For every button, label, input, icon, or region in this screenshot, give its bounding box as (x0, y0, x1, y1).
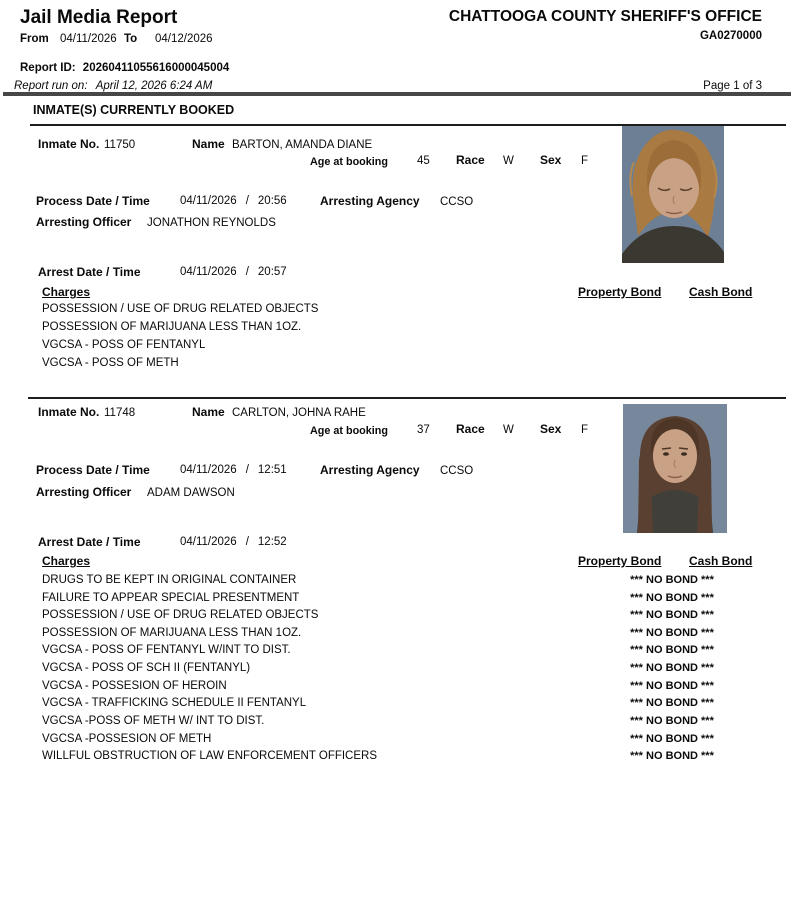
charge-text: FAILURE TO APPEAR SPECIAL PRESENTMENT (42, 592, 300, 604)
inmate-divider (28, 397, 786, 399)
process-datetime-value (180, 195, 287, 208)
process-date-value: 04/11/2026 (180, 464, 237, 476)
age-value: 37 (417, 424, 430, 436)
arresting-officer-value: JONATHON REYNOLDS (147, 217, 276, 229)
process-datetime-value (180, 464, 287, 477)
process-datetime-label: Process Date / Time (36, 463, 150, 477)
inmate-no-value: 11750 (104, 139, 136, 151)
arresting-agency-value: CCSO (440, 465, 474, 477)
charge-text: POSSESSION / USE OF DRUG RELATED OBJECTS (42, 609, 319, 621)
charge-bond-value: *** NO BOND *** (630, 750, 714, 762)
mugshot-photo (623, 404, 727, 533)
charge-bond-value: *** NO BOND *** (630, 662, 714, 674)
race-value: W (503, 155, 514, 167)
datetime-separator: / (245, 195, 249, 207)
charge-text: WILLFUL OBSTRUCTION OF LAW ENFORCEMENT OFFICERS (42, 750, 378, 762)
arresting-officer-value: ADAM DAWSON (147, 487, 235, 499)
cash-bond-header: Cash Bond (689, 554, 753, 568)
process-time-value: 12:51 (257, 464, 287, 476)
arresting-agency-label: Arresting Agency (320, 463, 420, 477)
name-label: Name (192, 137, 225, 151)
charge-text: VGCSA -POSS OF METH W/ INT TO DIST. (42, 715, 265, 727)
to-label: To (124, 33, 138, 45)
arresting-officer-label: Arresting Officer (36, 485, 132, 499)
from-date-value: 04/11/2026 (60, 33, 117, 45)
charge-bond-value: *** NO BOND *** (630, 644, 714, 656)
charge-bond-value: *** NO BOND *** (630, 733, 714, 745)
charge-bond-value: *** NO BOND *** (630, 627, 714, 639)
name-label: Name (192, 405, 225, 419)
charge-text: VGCSA - POSSESION OF HEROIN (42, 680, 227, 692)
agency-ori-code: GA0270000 (699, 30, 762, 42)
sex-label: Sex (540, 422, 562, 436)
race-value: W (503, 424, 514, 436)
charge-text: VGCSA -POSSESION OF METH (42, 733, 212, 745)
inmate-no-label: Inmate No. (38, 137, 100, 151)
report-id-value: 20260411055616000045004 (82, 62, 230, 74)
mugshot-illustration (622, 126, 724, 263)
page-title: Jail Media Report (20, 7, 178, 28)
arrest-time-value: 20:57 (257, 266, 287, 278)
to-date-value: 04/12/2026 (155, 33, 213, 45)
inmate-no-value: 11748 (104, 407, 136, 419)
sex-value: F (581, 155, 589, 167)
name-value: BARTON, AMANDA DIANE (232, 139, 373, 151)
charge-bond-value: *** NO BOND *** (630, 680, 714, 692)
charge-text: VGCSA - POSS OF SCH II (FENTANYL) (42, 662, 251, 674)
race-label: Race (456, 422, 485, 436)
datetime-separator: / (245, 464, 249, 476)
arrest-datetime-value (180, 266, 287, 279)
property-bond-header: Property Bond (578, 285, 662, 299)
charge-text: DRUGS TO BE KEPT IN ORIGINAL CONTAINER (42, 574, 297, 586)
charge-bond-value: *** NO BOND *** (630, 715, 714, 727)
agency-name: CHATTOOGA COUNTY SHERIFF'S OFFICE (448, 8, 762, 25)
charge-bond-value: *** NO BOND *** (630, 592, 714, 604)
charge-bond-value: *** NO BOND *** (630, 609, 714, 621)
arrest-datetime-label: Arrest Date / Time (38, 265, 141, 279)
page-indicator: Page 1 of 3 (703, 80, 762, 92)
datetime-separator: / (245, 266, 249, 278)
cash-bond-header: Cash Bond (689, 285, 753, 299)
process-date-value: 04/11/2026 (180, 195, 237, 207)
charge-bond-value: *** NO BOND *** (630, 697, 714, 709)
arresting-officer-label: Arresting Officer (36, 215, 132, 229)
run-on-label: Report run on: (14, 80, 88, 92)
charges-header: Charges (42, 285, 91, 299)
arresting-agency-label: Arresting Agency (320, 194, 420, 208)
arrest-datetime-value (180, 536, 287, 549)
header-divider (3, 92, 791, 96)
charges-header: Charges (42, 554, 91, 568)
section-title: INMATE(S) CURRENTLY BOOKED (33, 103, 235, 117)
race-label: Race (456, 153, 485, 167)
property-bond-header: Property Bond (578, 554, 662, 568)
age-at-booking-label: Age at booking (310, 156, 388, 168)
charge-text: POSSESSION / USE OF DRUG RELATED OBJECTS (42, 303, 319, 315)
charge-text: VGCSA - POSS OF FENTANYL W/INT TO DIST. (42, 644, 291, 656)
age-value: 45 (417, 155, 430, 167)
process-datetime-label: Process Date / Time (36, 194, 150, 208)
charge-text: VGCSA - POSS OF METH (42, 357, 179, 369)
datetime-separator: / (245, 536, 249, 548)
charge-text: POSSESSION OF MARIJUANA LESS THAN 1OZ. (42, 321, 302, 333)
arrest-date-value: 04/11/2026 (180, 536, 237, 548)
mugshot-illustration (623, 404, 727, 533)
charge-text: VGCSA - POSS OF FENTANYL (42, 339, 206, 351)
from-label: From (20, 33, 49, 45)
name-value: CARLTON, JOHNA RAHE (232, 407, 366, 419)
run-on-value: April 12, 2026 6:24 AM (95, 80, 213, 92)
report-id-label: Report ID: (20, 62, 76, 74)
sex-value: F (581, 424, 589, 436)
charge-bond-value: *** NO BOND *** (630, 574, 714, 586)
sex-label: Sex (540, 153, 562, 167)
age-at-booking-label: Age at booking (310, 425, 388, 437)
report-id-line (20, 62, 229, 75)
arresting-agency-value: CCSO (440, 196, 474, 208)
charge-text: POSSESSION OF MARIJUANA LESS THAN 1OZ. (42, 627, 302, 639)
arrest-time-value: 12:52 (257, 536, 287, 548)
arrest-datetime-label: Arrest Date / Time (38, 535, 141, 549)
inmate-no-label: Inmate No. (38, 405, 100, 419)
mugshot-photo (622, 126, 724, 263)
process-time-value: 20:56 (257, 195, 287, 207)
arrest-date-value: 04/11/2026 (180, 266, 237, 278)
charge-text: VGCSA - TRAFFICKING SCHEDULE II FENTANYL (42, 697, 307, 709)
